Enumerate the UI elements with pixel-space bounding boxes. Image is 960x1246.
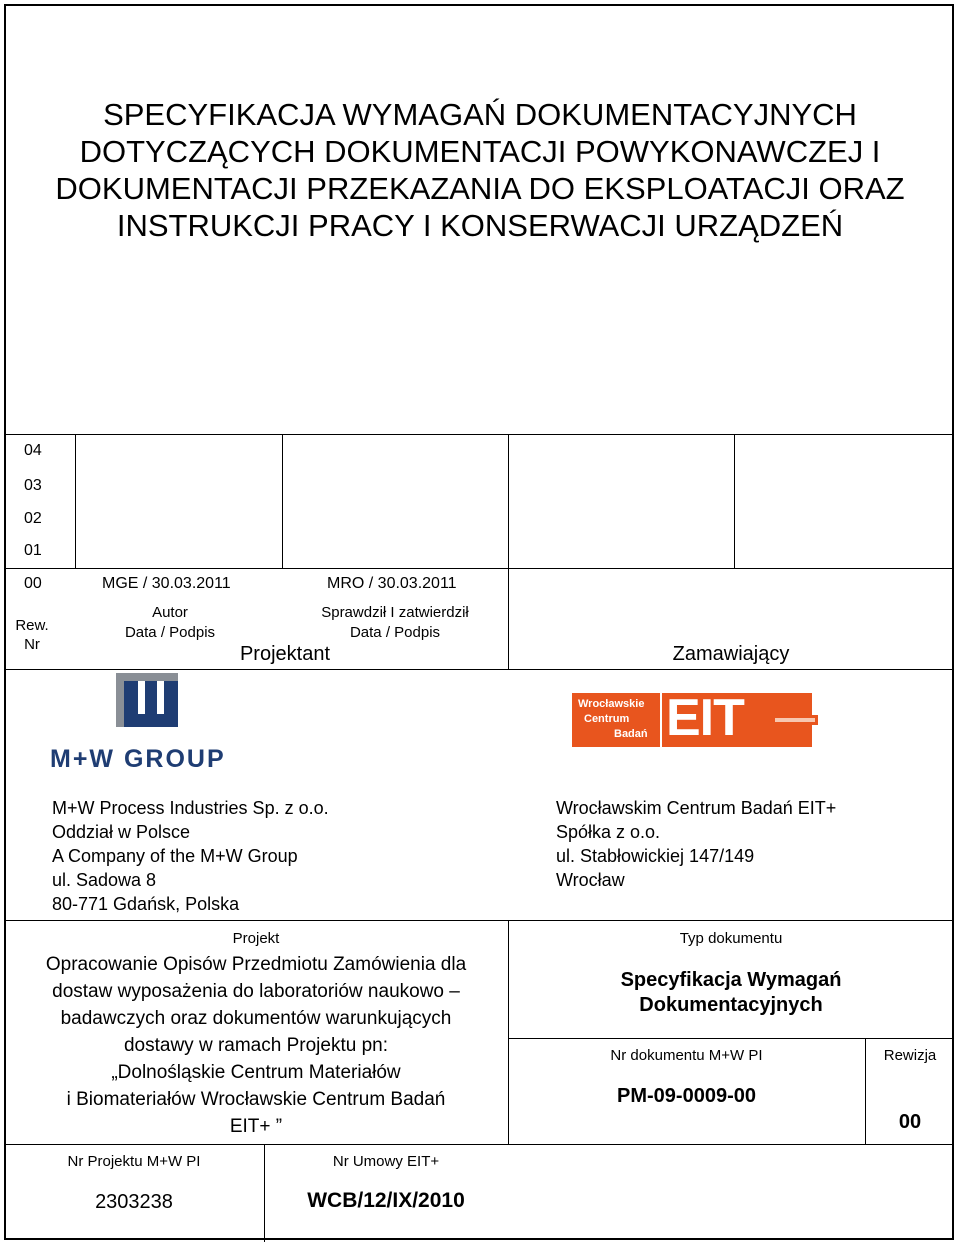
revision-number: 01	[24, 542, 42, 559]
doc-type-value: Specyfikacja Wymagań Dokumentacyjnych	[620, 969, 842, 1016]
revision-number: 00	[24, 575, 42, 592]
revision-value: 00	[898, 1111, 922, 1133]
divider	[508, 434, 509, 670]
divider	[75, 434, 76, 569]
client-address: Wrocławskim Centrum Badań EIT+ Spółka z o.o. ul. Stabłowickiej 147/149 Wrocław	[556, 798, 837, 890]
title-line: DOTYCZĄCYCH DOKUMENTACJI POWYKONAWCZEJ I	[79, 134, 881, 169]
eit-logo-box-text: Wrocławskie Centrum Badań	[578, 698, 648, 740]
mw-logo-mark-front	[124, 681, 178, 727]
client-label: Zamawiający	[672, 643, 790, 665]
title-line: SPECYFIKACJA WYMAGAŃ DOKUMENTACYJNYCH	[103, 97, 857, 132]
eit-logo-text: EIT	[666, 689, 744, 747]
designer-address: M+W Process Industries Sp. z o.o. Oddział w Polsce A Company of the M+W Group ul. Sadowa 8 80-771 Gdańsk, Polska	[52, 798, 329, 914]
revision-label: Rewizja	[883, 1047, 937, 1064]
divider	[508, 1038, 954, 1039]
title-line: INSTRUKCJI PRACY I KONSERWACJI URZĄDZEŃ	[116, 208, 844, 243]
author-signature-00: MGE / 30.03.2011	[102, 575, 231, 592]
author-label: Autor Data / Podpis	[124, 604, 216, 641]
divider	[4, 669, 954, 670]
contract-number-value: WCB/12/IX/2010	[307, 1189, 465, 1212]
project-number-label: Nr Projektu M+W PI	[67, 1153, 201, 1170]
doc-number-value: PM-09-0009-00	[617, 1085, 756, 1107]
revision-number: 03	[24, 477, 42, 494]
mw-logo-text: M+W GROUP	[50, 745, 226, 773]
divider	[734, 434, 735, 569]
project-description: Opracowanie Opisów Przedmiotu Zamówienia dla dostaw wyposażenia do laboratoriów naukowo – badawczych oraz dokumentów warunkujących dostawy w ramach Projektu pn: „Dolnośląskie Centrum Materiałów i Biomateriałów Wrocławskie Centrum Badań EIT+ ”	[45, 954, 467, 1137]
project-number-value: 2303238	[95, 1191, 173, 1213]
revision-number: 04	[24, 442, 42, 459]
contract-number-label: Nr Umowy EIT+	[332, 1153, 440, 1170]
designer-label: Projektant	[239, 643, 331, 665]
revision-number: 02	[24, 510, 42, 527]
title-line: DOKUMENTACJI PRZEKAZANIA DO EKSPLOATACJI ORAZ	[55, 171, 905, 206]
document-title	[8, 96, 952, 244]
project-label: Projekt	[232, 930, 280, 947]
doc-number-label: Nr dokumentu M+W PI	[610, 1047, 763, 1064]
rev-nr-label: Rew. Nr	[15, 617, 49, 653]
divider	[4, 1144, 954, 1145]
checker-signature-00: MRO / 30.03.2011	[327, 575, 457, 592]
divider	[508, 920, 509, 1144]
checker-label: Sprawdził I zatwierdził Data / Podpis	[321, 604, 469, 641]
divider	[4, 434, 954, 435]
divider	[282, 434, 283, 569]
divider	[4, 568, 954, 569]
doc-type-label: Typ dokumentu	[679, 930, 783, 947]
divider	[4, 920, 954, 921]
